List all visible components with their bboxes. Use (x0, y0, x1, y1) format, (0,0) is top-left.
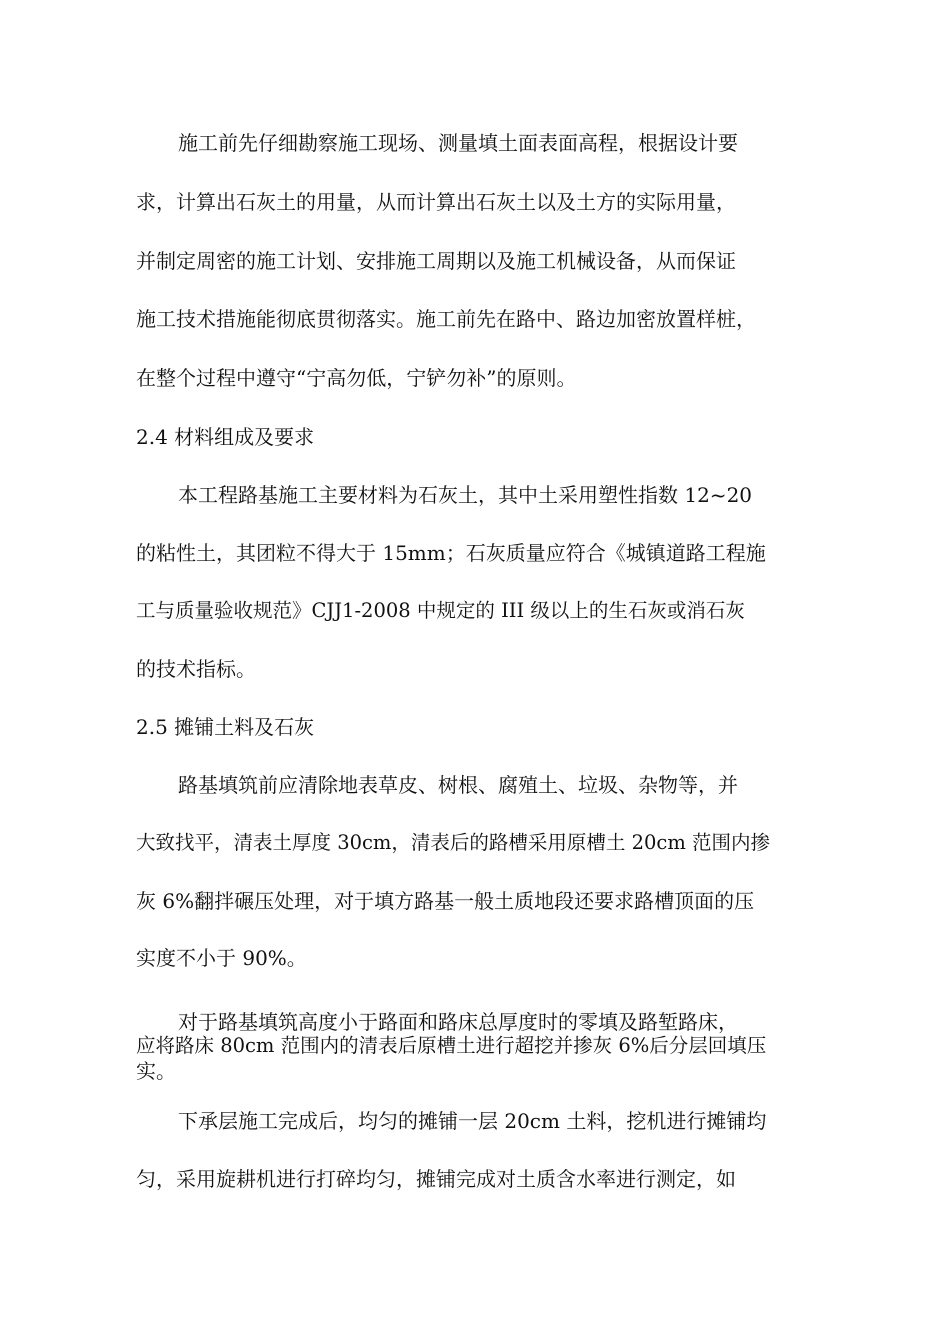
paragraph-3-line-1: 路基填筑前应清除地表草皮、树根、腐殖土、垃圾、杂物等，并 (178, 773, 738, 797)
paragraph-1-line-4: 施工技术措施能彻底贯彻落实。施工前先在路中、路边加密放置样桩， (136, 307, 756, 331)
section-heading-2-5: 2.5 摊铺土料及石灰 (136, 715, 315, 739)
paragraph-5-line-1: 下承层施工完成后，均匀的摊铺一层 20cm 土料，挖机进行摊铺均 (178, 1109, 767, 1133)
paragraph-2-line-1: 本工程路基施工主要材料为石灰土，其中土采用塑性指数 12~20 (178, 483, 753, 507)
paragraph-5-line-2: 匀，采用旋耕机进行打碎均匀，摊铺完成对土质含水率进行测定，如 (136, 1167, 736, 1191)
paragraph-1-line-2: 求，计算出石灰土的用量，从而计算出石灰土以及土方的实际用量， (136, 190, 736, 214)
paragraph-1-line-3: 并制定周密的施工计划、安排施工周期以及施工机械设备，从而保证 (136, 249, 736, 273)
paragraph-4-line-3: 实。 (136, 1059, 176, 1083)
paragraph-2-line-3: 工与质量验收规范》CJJ1-2008 中规定的 III 级以上的生石灰或消石灰 (136, 599, 745, 622)
section-heading-2-4: 2.4 材料组成及要求 (136, 425, 315, 449)
paragraph-2-line-2: 的粘性土，其团粒不得大于 15mm；石灰质量应符合《城镇道路工程施 (136, 541, 766, 565)
paragraph-3-line-4: 实度不小于 90%。 (136, 946, 307, 970)
paragraph-3-line-2: 大致找平，清表土厚度 30cm，清表后的路槽采用原槽土 20cm 范围内掺 (136, 831, 771, 854)
paragraph-3-line-3: 灰 6%翻拌碾压处理，对于填方路基一般土质地段还要求路槽顶面的压 (136, 889, 755, 913)
paragraph-1-line-5: 在整个过程中遵守“宁高勿低，宁铲勿补”的原则。 (136, 366, 577, 390)
paragraph-4-line-2: 应将路床 80cm 范围内的清表后原槽土进行超挖并掺灰 6%后分层回填压 (136, 1034, 767, 1057)
paragraph-2-line-4: 的技术指标。 (136, 657, 256, 681)
paragraph-1-line-1: 施工前先仔细勘察施工现场、测量填土面表面高程，根据设计要 (178, 131, 738, 155)
paragraph-4-line-1: 对于路基填筑高度小于路面和路床总厚度时的零填及路堑路床， (178, 1010, 738, 1034)
